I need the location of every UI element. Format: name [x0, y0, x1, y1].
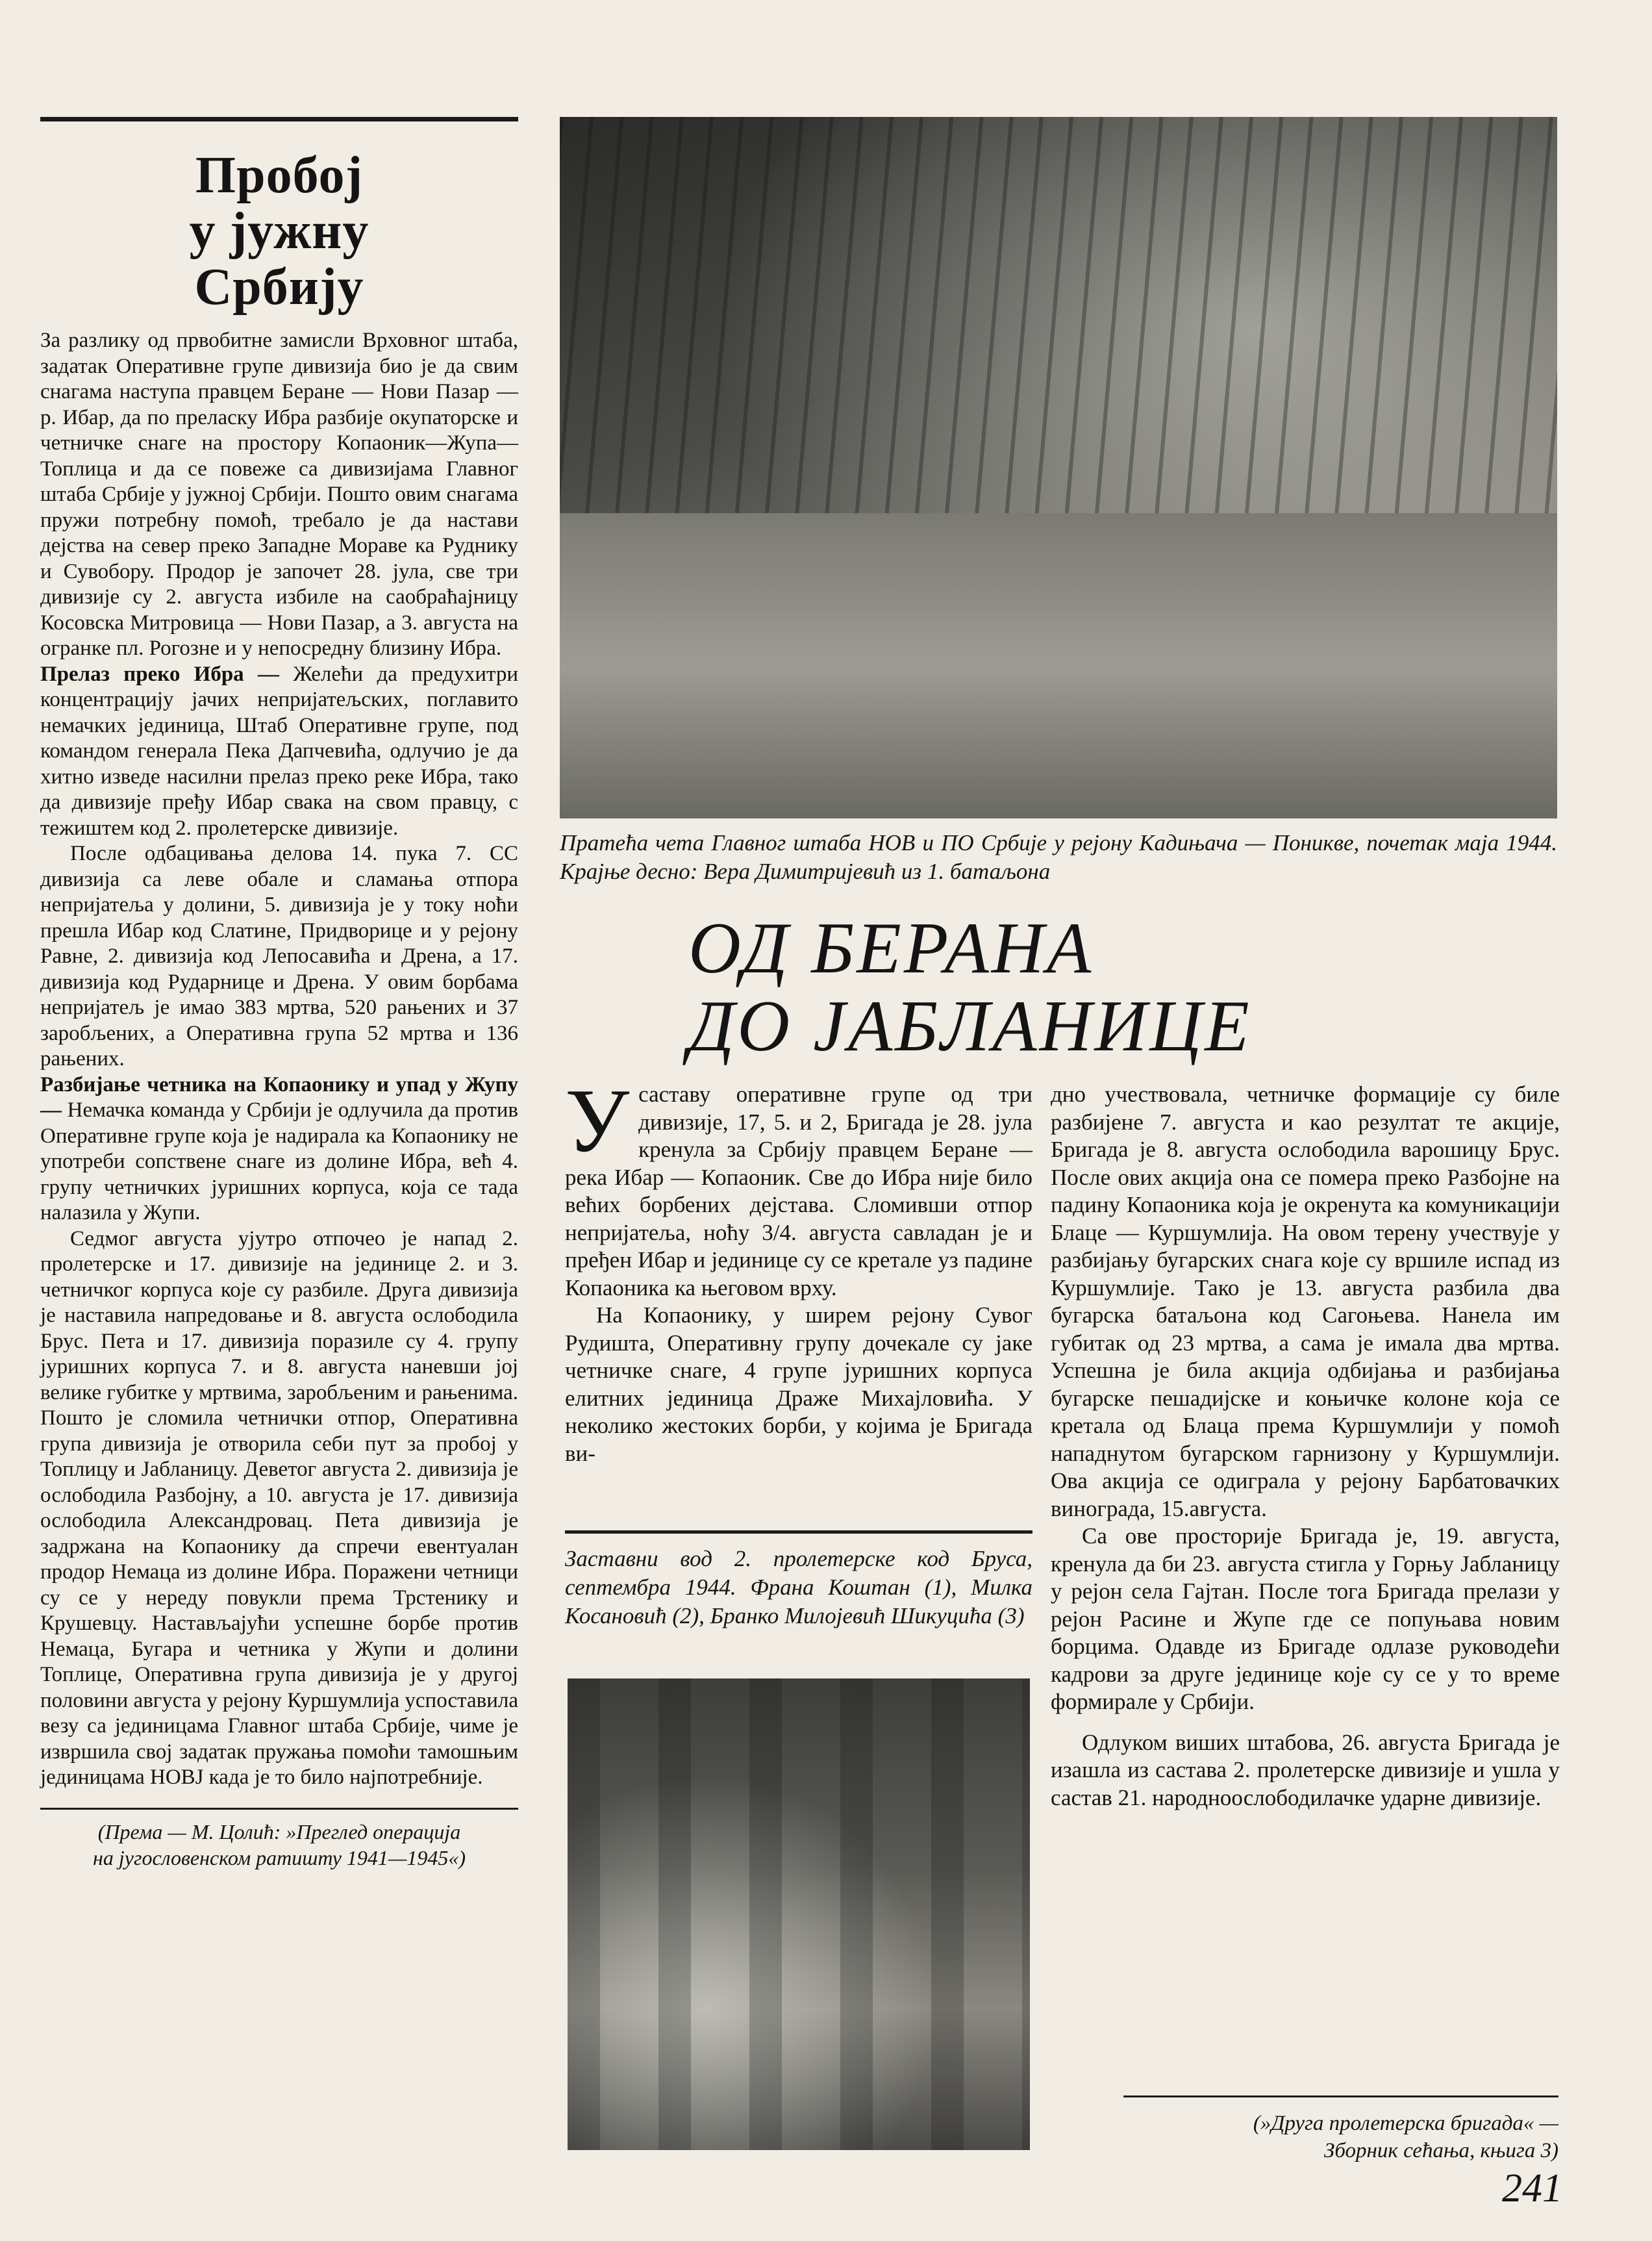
- sidebar-title-line-3: Србију: [194, 259, 364, 316]
- photo-caption-2: Заставни вод 2. пролетерске код Бруса, септембра 1944. Франа Коштан (1), Милка Косановић (2), Бранко Милојевић Шикуцића (3): [565, 1546, 1032, 1628]
- article-paragraph-1-text: саставу оперативне групе од три дивизије, 17, 5. и 2, Бригада је 28. јула кренула за Србију правцем Беране — река Ибар — Копаоник. Све до Ибра није било већих борбених дејстава. Сломивши отпор непријатеља, ноћу 3/4. августа савладан је и пређен Ибар и јединице су се кретале уз падине Копаоника ка његовом врху.: [565, 1082, 1032, 1300]
- sidebar-title: [40, 147, 518, 315]
- headline-line-1: ОД БЕРАНА: [688, 908, 1094, 989]
- sidebar-article: [40, 117, 518, 1871]
- article-column-1: [565, 1070, 1032, 1467]
- article-paragraph-4: Са ове просторије Бригада је, 19. августа, кренула да би 23. августа стигла у Горњу Јабланицу у рејон села Гајтан. После тога Бригада прелази у рејон Расине и Жупе где се попуњава новим борцима. Одавде из Бригаде одлазе руководећи кадрови за друге јединице које су се у то време формирале у Србији.: [1051, 1523, 1560, 1714]
- article-headline: [688, 909, 1520, 1065]
- article-paragraph-2: На Копаонику, у ширем рејону Сувог Рудишта, Оперативну групу дочекале су јаке четничке снаге, 4 групе јуришних корпуса елитних јединица Драже Михајловића. У неколико жестоких борби, у којима је Бригада ви-: [565, 1302, 1032, 1466]
- sidebar-paragraph-2: [40, 662, 518, 842]
- sidebar-source-rule: [40, 1808, 518, 1810]
- sidebar-body: [40, 328, 518, 1791]
- runin-text-kopaonik: Немачка команда у Србији је одлучила да против Оперативне групе која је надирала ка Копаонику не употреби сопствене снаге из долине Ибра, већ 4. групу четничких јуришних корпуса, која се тада налазила у Жупи.: [40, 1098, 518, 1224]
- article-source-line-1: (»Друга пролетерска бригада« —: [1253, 2112, 1558, 2135]
- article-paragraph-3: дно учествовала, четничке формације су биле разбијене 7. августа и као резултат те акције, Бригада је 8. августа ослободила варошицу Брус. После ових акција она се помера преко Разбојне на падину Копаоника која је окренута ка комуникацији Блаце — Куршумлија. На овом терену учествује у разбијању бугарских снага које су вршиле испад из Куршумлије. Тако је 13. августа разбила два бугарска батаљона код Сагоњева. Нанела им губитак од 23 мртва, а сама је имала два мртва. Успешна је била акција одбијања и разбијања бугарске пешадијске и коњичке колоне која се кретала од Блаца према Куршумлији у помоћ нападнутом бугарском гарнизону у Куршумлији. Ова акција се одиграла у рејону Барбатовачких винограда, 15.августа.: [1051, 1082, 1560, 1521]
- article-source: [1104, 2110, 1558, 2164]
- article-paragraph-5: Одлуком виших штабова, 26. августа Бригада је изашла из састава 2. пролетерске дивизије и ушла у састав 21. народноослободилачке ударне дивизије.: [1051, 1729, 1560, 1810]
- sidebar-title-line-2: у јужну: [189, 203, 369, 260]
- photo-texture-ground: [560, 513, 1557, 818]
- headline-line-2: ДО ЈАБЛАНИЦЕ: [688, 986, 1252, 1067]
- photo-caption-1: Пратећа чета Главног штаба НОВ и ПО Србије у рејону Кадињача — Поникве, почетак маја 1944. Крајње десно: Вера Димитријевић из 1. батаљона: [560, 830, 1557, 884]
- article-column-2: [1051, 1081, 1560, 1812]
- sidebar-paragraph-5: Седмог августа ујутро отпочео је напад 2. пролетерске и 17. дивизије на јединице 2. и 3. четничког корпуса које су разбиле. Друга дивизија је наставила напредовање и 8. августа ослободила Брус. Пета и 17. дивизија поразиле су 4. групу јуришних корпуса 7. и 8. августа наневши јој велике губитке у мртвима, заробљеним и рањенима. Пошто је сломила четнички отпор, Оперативна група дивизија је отворила себи пут за пробој у Топлицу и Јабланицу. Деветог августа 2. дивизија је ослободила Разбојну, а 10. августа је 17. дивизија ослободила Александровац. Пета дивизија је задржана на Копаонику да спречи евентуалан продор Немаца из долине Ибра. Поражени четници су се у нереду повукли према Трстенику и Крушевцу. Настављајући успешне борбе против Немаца, Бугара и четника у Жупи и долини Топлице, Оперативна група дивизија је у другој половини августа у рејону Куршумлија успоставила везу са јединицама Главног штаба Србије, чиме је извршила свој задатак пружања помоћи тамошњим јединицама НОВЈ када је то било најпотребније.: [40, 1226, 518, 1789]
- sidebar-title-line-1: Пробој: [195, 147, 364, 204]
- sidebar-source: [40, 1819, 518, 1871]
- sidebar-paragraph-1: За разлику од првобитне замисли Врховног штаба, задатак Оперативне групе дивизија био је да свим снагама наступа правцем Беране — Нови Пазар — р. Ибар, да по преласку Ибра разбије окупаторске и четничке снаге на простору Копаоник—Жупа—Топлица и да се повеже са дивизијама Главног штаба Србије у јужној Србији. Пошто овим снагама пружи потребну помоћ, требало је да настави дејства на север преко Западне Мораве ка Руднику и Сувобору. Продор је започет 28. јула, све три дивизије су 2. августа избиле на саобраћајницу Косовска Митровица — Нови Пазар, а 3. августа на огранке пл. Рогозне и у непосредну близину Ибра.: [40, 329, 518, 660]
- article-source-line-2: Зборник сећања, књига 3): [1324, 2139, 1558, 2162]
- runin-text-ibar: Желећи да предухитри концентрацију јачих непријатељских, поглавито немачких јединица, Штаб Оперативне групе, под командом генерала Пека Дапчевића, одлучио је да хитно изведе насилни прелаз преко реке Ибра, тако да дивизије пређу Ибар свака на свом правцу, с тежиштем код 2. пролетерске дивизије.: [40, 662, 518, 840]
- page-number: 241: [1502, 2166, 1562, 2210]
- sidebar-paragraph-3: После одбацивања делова 14. пука 7. СС дивизија са леве обале и сламања отпора непријатеља у долини, 5. дивизија је у току ноћи прешла Ибар код Слатине, Придворице и у рејону Равне, 2. дивизија код Лепосавића и Дрена, а 17. дивизија код Рударнице и Дрена. У овим борбама непријатељ је имао 383 мртва, 520 рањених и 37 заробљених, а Оперативна група 52 мртва и 136 рањених.: [40, 842, 518, 1070]
- caption-rule: [565, 1530, 1032, 1534]
- runin-heading-kopaonik: Разбијање четника на Копаонику и упад у Жупу —: [40, 1072, 518, 1122]
- drop-cap: У: [565, 1070, 630, 1171]
- sidebar-source-line-1: (Према — М. Цолић: »Преглед операција: [97, 1819, 461, 1843]
- runin-heading-ibar: Прелаз преко Ибра —: [40, 662, 279, 686]
- top-rule: [40, 117, 518, 121]
- article-paragraph-1: [565, 1070, 1032, 1302]
- photo-escort-company: [560, 117, 1557, 818]
- photo-texture-figures: [568, 1678, 1030, 2150]
- photo-flag-platoon: [568, 1678, 1030, 2150]
- sidebar-source-line-2: на југословенском ратишту 1941—1945«): [92, 1845, 466, 1869]
- article-source-rule: [1123, 2095, 1558, 2097]
- sidebar-paragraph-4: [40, 1072, 518, 1226]
